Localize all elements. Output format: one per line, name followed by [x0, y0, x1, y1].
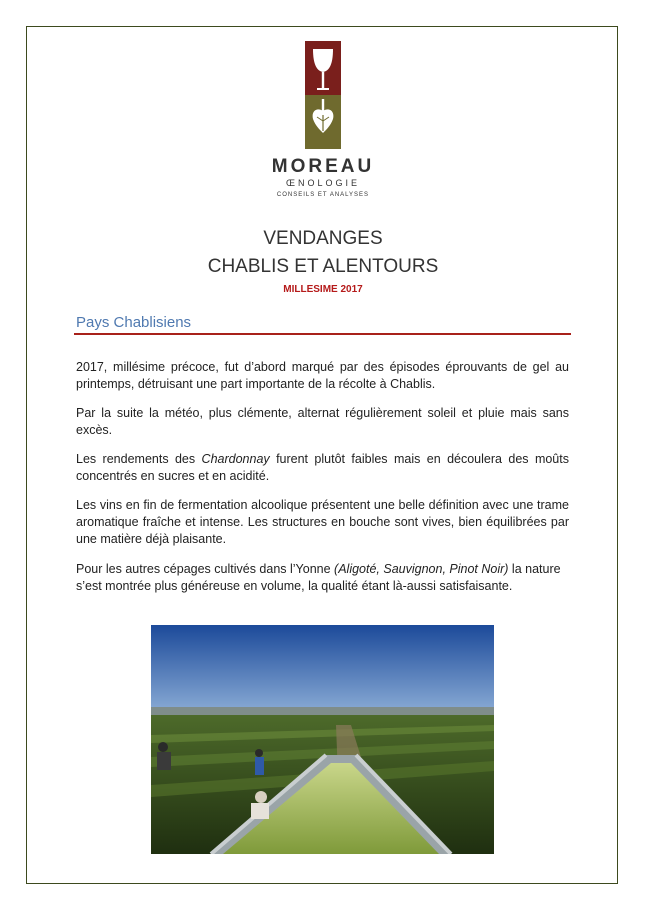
document-title-line1: VENDANGES	[263, 228, 383, 249]
vineyard-harvest-photo	[151, 625, 494, 854]
brand-name: MOREAU	[271, 156, 375, 177]
grape-varieties-list: (Aligoté, Sauvignon, Pinot Noir)	[334, 562, 509, 576]
paragraph-2: Par la suite la météo, plus clémente, alternat régulièrement soleil et pluie mais sans excès.	[76, 406, 569, 437]
paragraph-5-end: la nature s’est montrée plus généreuse en volume, la qualité étant là-aussi satisfaisante.	[76, 562, 561, 593]
grape-variety-chardonnay: Chardonnay	[201, 452, 270, 466]
logo	[305, 41, 341, 149]
brand-subtitle: ŒNOLOGIE	[285, 178, 360, 188]
paragraph-3-start: Les rendements des	[76, 452, 202, 466]
wine-glass-icon	[313, 49, 333, 90]
vintage-label: MILLESIME 2017	[283, 284, 363, 295]
paragraph-5-start: Pour les autres cépages cultivés dans l’Yonne	[76, 562, 335, 576]
paragraph-5	[76, 561, 569, 595]
brand-tagline: CONSEILS ET ANALYSES	[276, 192, 370, 198]
paragraph-3-end: furent plutôt faibles mais en découlera des moûts concentrés en sucres et en acidité.	[76, 452, 569, 483]
paragraph-3	[76, 451, 569, 485]
paragraph-4: Les vins en fin de fermentation alcoolique présentent une belle définition avec une trame aromatique fraîche et intense. Les structures en bouche sont vives, bien équilibrées par une matière déjà plaisante.	[76, 498, 569, 546]
logo-emblem	[305, 41, 341, 149]
section-heading: Pays Chablisiens	[76, 314, 192, 331]
vine-leaf-icon	[313, 99, 334, 133]
section-divider	[74, 333, 571, 335]
paragraph-1: 2017, millésime précoce, fut d’abord marqué par des épisodes éprouvants de gel au printemps, détruisant une part importante de la récolte à Chablis.	[76, 360, 569, 391]
document-title-line2: CHABLIS ET ALENTOURS	[207, 256, 439, 277]
